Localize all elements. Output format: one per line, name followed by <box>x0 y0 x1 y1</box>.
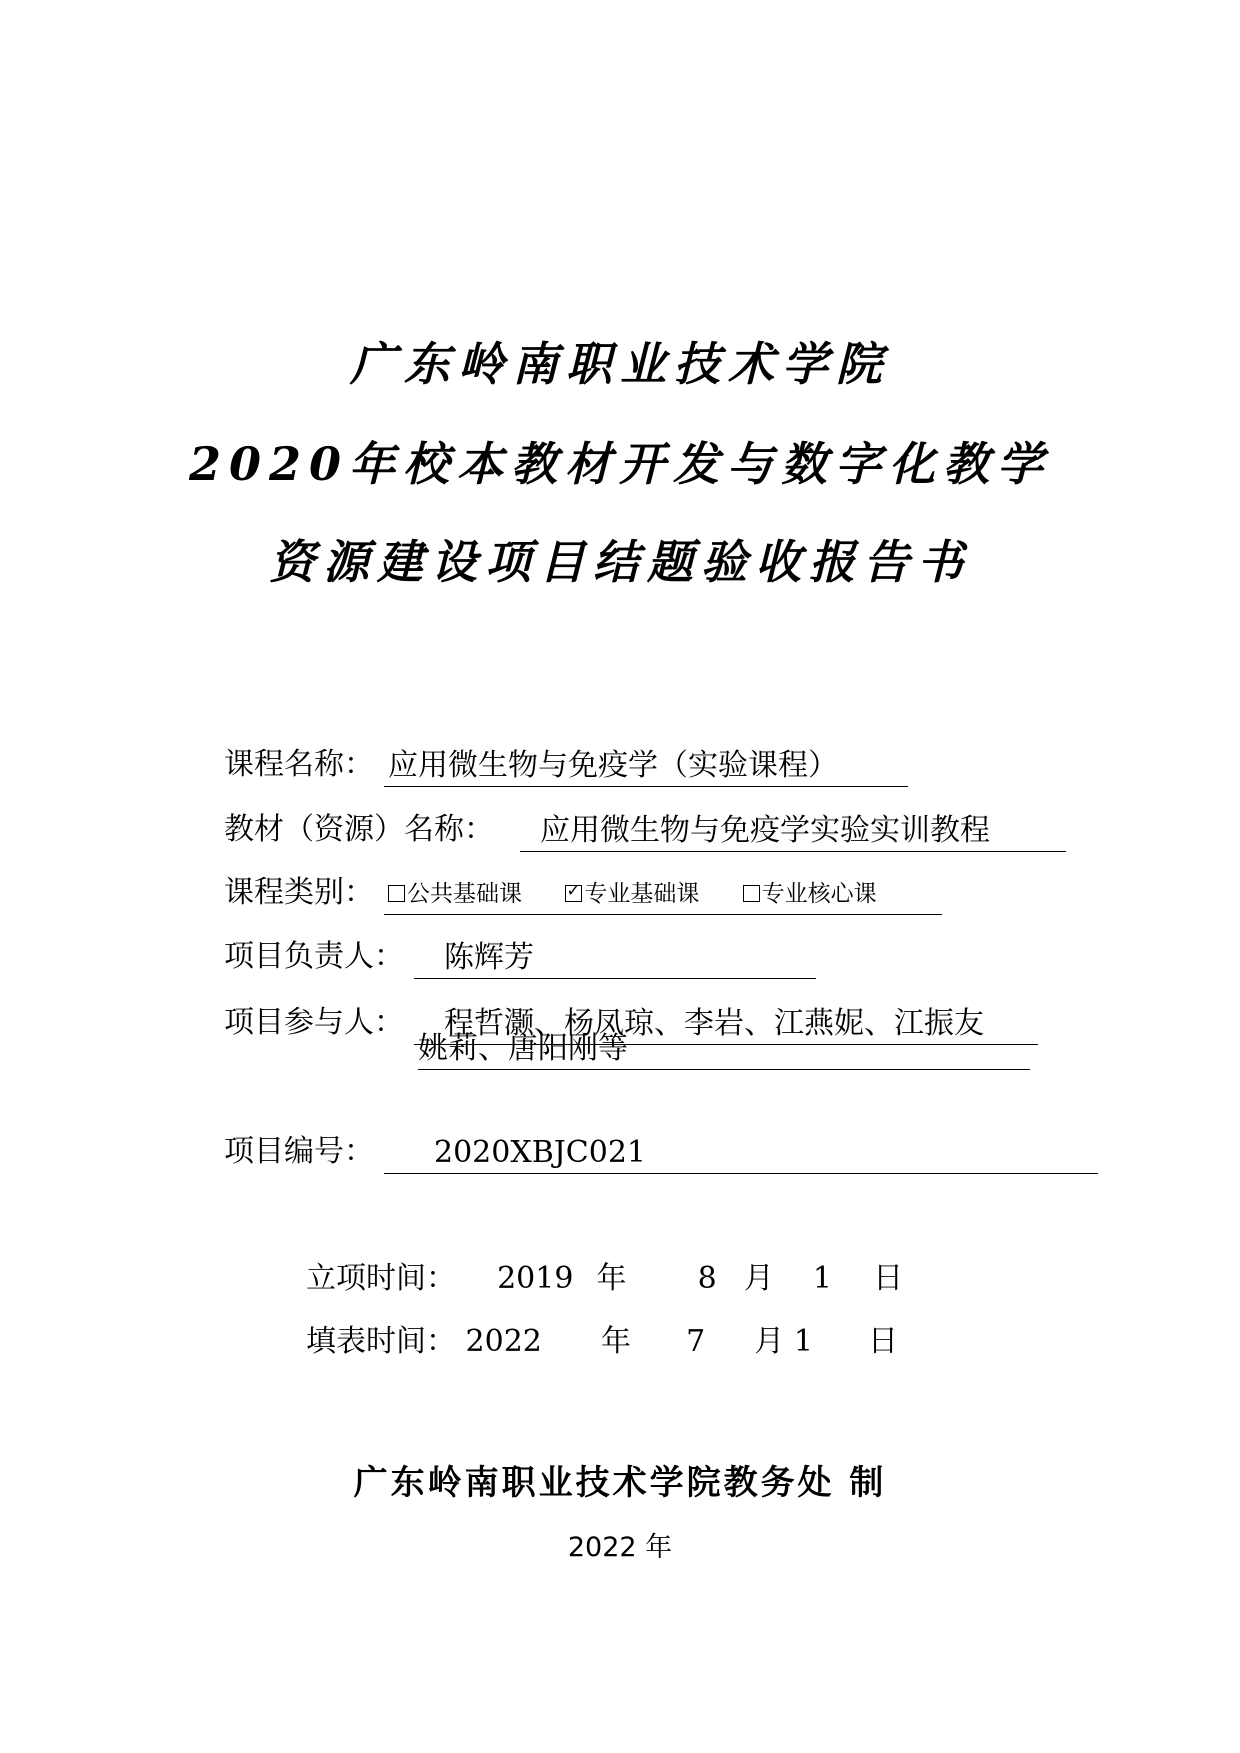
start-date-row <box>306 1259 903 1299</box>
project-number-label: 项目编号： <box>224 1134 374 1169</box>
checkbox-unchecked-icon <box>743 885 760 902</box>
category-option-label: 专业核心课 <box>761 881 877 907</box>
project-number-field <box>224 1132 646 1172</box>
issue-year: 2022 年 <box>567 1532 673 1563</box>
course-category-label: 课程类别： <box>224 875 374 910</box>
project-members-value-line1: 程哲灏、杨凤琼、李岩、江燕妮、江振友 <box>414 1004 1038 1045</box>
category-option-professional-core <box>743 874 877 914</box>
title-line-1: 广东岭南职业技术学院 <box>350 337 890 391</box>
title-line-2: 2020年校本教材开发与数字化教学 <box>188 437 1052 491</box>
start-day-unit: 日 <box>873 1261 904 1296</box>
issuing-organization: 广东岭南职业技术学院教务处 制 <box>353 1463 887 1503</box>
course-name-label: 课程名称： <box>224 747 374 782</box>
fill-month-unit: 月 <box>754 1324 785 1359</box>
fill-date-row <box>306 1322 898 1362</box>
fill-month: 7 <box>686 1324 706 1359</box>
course-name-value: 应用微生物与免疫学（实验课程） <box>384 746 908 787</box>
start-day: 1 <box>812 1261 833 1296</box>
fill-date-label: 填表时间： <box>306 1324 456 1359</box>
project-leader-label: 项目负责人： <box>224 939 404 974</box>
course-category-options <box>384 874 942 915</box>
start-year-unit: 年 <box>596 1261 627 1296</box>
checkbox-checked-icon: ✓ <box>566 881 581 901</box>
project-members-field <box>224 1003 984 1043</box>
category-option-public <box>388 874 522 914</box>
fill-day-unit: 日 <box>868 1324 899 1359</box>
course-name-field <box>224 745 838 785</box>
project-leader-value: 陈辉芳 <box>414 938 816 979</box>
start-month: 8 <box>697 1261 717 1296</box>
fill-year-unit: 年 <box>601 1324 631 1359</box>
fill-year: 2022 <box>465 1324 542 1359</box>
project-members-value-line2: 姚莉、唐阳刚等 <box>418 1029 1030 1070</box>
project-number-value: 2020XBJC021 <box>384 1133 1098 1174</box>
start-year: 2019 <box>497 1261 574 1296</box>
category-option-professional-basic <box>565 874 699 914</box>
project-members-label: 项目参与人： <box>224 1005 404 1040</box>
checkbox-unchecked-icon <box>388 885 405 902</box>
material-name-field <box>224 810 990 850</box>
course-category-field <box>224 873 877 913</box>
category-option-label: 专业基础课 <box>584 881 700 907</box>
material-name-value: 应用微生物与免疫学实验实训教程 <box>520 811 1066 852</box>
start-month-unit: 月 <box>743 1261 774 1296</box>
project-leader-field <box>224 937 534 977</box>
category-option-label: 公共基础课 <box>407 881 522 907</box>
start-date-label: 立项时间： <box>306 1261 456 1296</box>
material-name-label: 教材（资源）名称： <box>224 812 494 847</box>
title-line-3: 资源建设项目结题验收报告书 <box>269 535 971 589</box>
fill-day: 1 <box>793 1324 813 1359</box>
